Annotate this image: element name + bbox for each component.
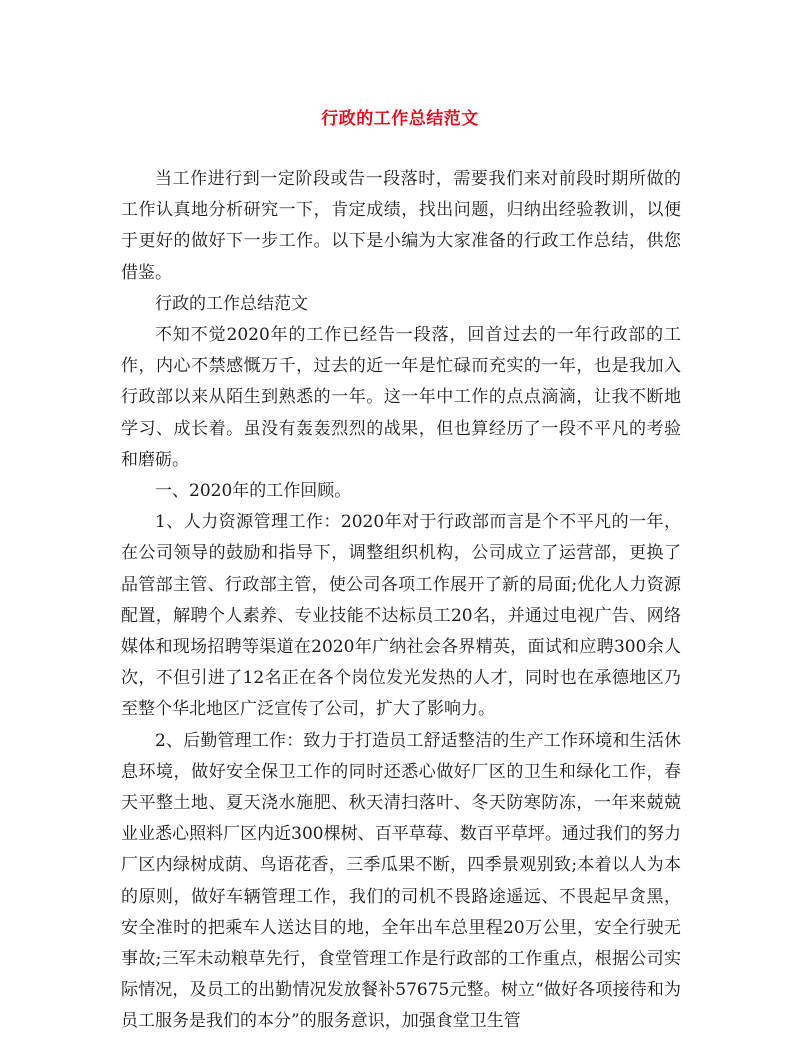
- paragraph-hr: 1、人力资源管理工作：2020年对于行政部而言是个不平凡的一年，在公司领导的鼓励和指导下，调整组织机构，公司成立了运营部，更换了品管部主管、行政部主管，使公司各项工作展开了新的局面;优化人力资源配置，解聘个人素养、专业技能不达标员工20名，并通过电视广告、网络媒体和现场招聘等渠道在2020年广纳社会各界精英，面试和应聘300余人次，不但引进了12名正在各个岗位发光发热的人才，同时也在承德地区乃至整个华北地区广泛宣传了公司，扩大了影响力。: [121, 512, 681, 720]
- paragraph-overview: 不知不觉2020年的工作已经告一段落，回首过去的一年行政部的工作，内心不禁感慨万千，过去的近一年是忙碌而充实的一年，也是我加入行政部以来从陌生到熟悉的一年。这一年中工作的点点滴滴，让我不断地学习、成长着。虽没有轰轰烈烈的战果，但也算经历了一段不平凡的考验和磨砺。: [121, 325, 681, 470]
- paragraph-logistics: 2、后勤管理工作：致力于打造员工舒适整洁的生产工作环境和生活休息环境，做好安全保卫工作的同时还悉心做好厂区的卫生和绿化工作，春天平整土地、夏天浇水施肥、秋天清扫落叶、冬天防寒防冻，一年来兢兢业业悉心照料厂区内近300棵树、百平草莓、数百平草坪。通过我们的努力厂区内绿树成荫、鸟语花香，三季瓜果不断，四季景观别致;本着以人为本的原则，做好车辆管理工作，我们的司机不畏路途遥远、不畏起早贪黑，安全准时的把乘车人送达目的地，全年出车总里程20万公里，安全行驶无事故;三军未动粮草先行，食堂管理工作是行政部的工作重点，根据公司实际情况，及员工的出勤情况发放餐补57675元整。树立“做好各项接待和为员工服务是我们的本分”的服务意识，加强食堂卫生管: [121, 730, 681, 1032]
- document-title: 行政的工作总结范文: [321, 109, 479, 129]
- document-body: [121, 164, 681, 1038]
- section-heading: 一、2020年的工作回顾。: [155, 481, 352, 502]
- paragraph-subtitle: 行政的工作总结范文: [155, 293, 308, 314]
- paragraph-intro: 当工作进行到一定阶段或告一段落时，需要我们来对前段时期所做的工作认真地分析研究一下，肯定成绩，找出问题，归纳出经验教训，以便于更好的做好下一步工作。以下是小编为大家准备的行政工作总结，供您借鉴。: [121, 169, 681, 283]
